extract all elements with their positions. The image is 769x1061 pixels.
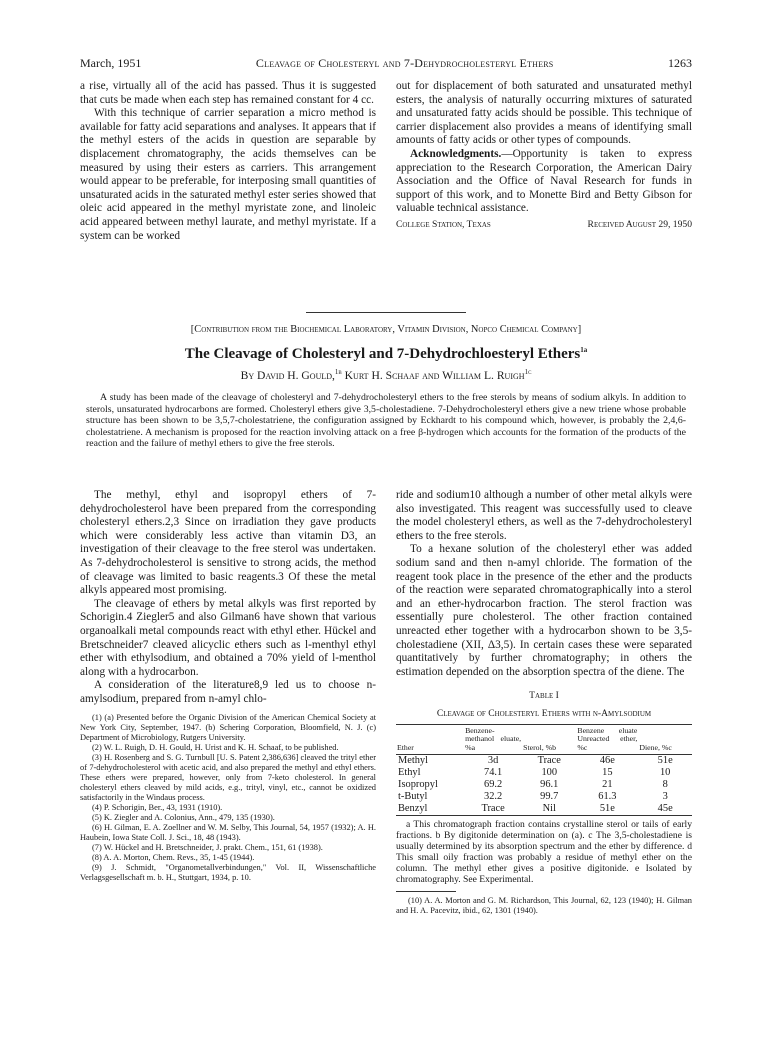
table-cell: 32.2: [484, 791, 503, 803]
table-caption: Table I: [529, 690, 559, 702]
table-cell: t-Butyl: [398, 791, 428, 803]
table-cell: 74.1: [484, 767, 503, 779]
abstract: A study has been made of the cleavage of cholesteryl and 7-dehydrocholesteryl ethers to the free sterols by means of sodium alkyls. In addition to sterols, unsaturated hydrocarbons are formed. Cholesteryl ethers give 3,5-cholestadiene. 7-Dehydrocholesteryl ethers give a new triene whose probable structure has been shown to be 3,5,7-cholestatriene, the configuration assigned by Eckhardt to his compound which, however, is probably the 2,4,6-cholestatriene. A mechanism is proposed for the reaction involving attack on a free β-hydrogen which accounts for the formation of the products of the reaction and the failure of methyl ethers to give the free sterols.: [86, 392, 686, 450]
results-table: [396, 724, 692, 817]
article-title: [80, 346, 692, 363]
table-cell: 21: [602, 779, 613, 791]
body-right-column: [396, 489, 692, 916]
received-date: Received August 29, 1950: [587, 218, 692, 230]
ack-heading: Acknowledgments.: [410, 147, 502, 160]
paragraph: To a hexane solution of the cholesteryl ether was added sodium sand and then n-amyl chloride. The formation of the reagent took place in the presence of the ether and the products of the reaction were separated chromatographically into a sterol and an ether-hydrocarbon fraction. The sterol fraction was essentially pure cholesterol. The other fraction contained unreacted ether together with a hydrocarbon shown to be 3,5-cholestadiene (XII, Δ3,5). In certain cases these were separated quantitatively by further chromatography; in others the estimation depended on the absorption spectra of the diene. The: [396, 543, 692, 678]
footnote: (9) J. Schmidt, "Organometallverbindungen," Vol. II, Wissenschaftliche Verlagsgesellschaft m. b. H., Stuttgart, 1934, p. 10.: [80, 862, 376, 882]
col-header: Sterol, %b: [522, 724, 576, 755]
col-header: Benzene-methanol eluate, %a: [464, 724, 522, 755]
header-title: Cleavage of Cholesteryl and 7-Dehydrocholesteryl Ethers: [255, 56, 554, 70]
table-cell: Methyl: [398, 755, 429, 767]
table-cell: 15: [602, 767, 613, 779]
author-schaaf-ruigh: Kurt H. Schaaf and William L. Ruigh: [341, 369, 525, 382]
footnote: (10) A. A. Morton and G. M. Richardson, This Journal, 62, 123 (1940); H. Gilman and H. A. Pacevitz, ibid., 62, 1301 (1940).: [396, 896, 692, 916]
title-footnote-mark: 1a: [580, 346, 588, 354]
table-cell: 46e: [599, 755, 615, 767]
paragraph: With this technique of carrier separation a micro method is available for fatty acid separations and analyses. It appears that if the methyl esters of the acids in question are separable by displacement chromatography, the acids themselves can be measured by using their esters as carriers. This arrangement would appear to be preferable, for interposing small quantities of unsaturated acids in the saturated methyl ester series showed that oleic acid appeared in the methyl myristate zone, and linoleic acid appeared between methyl laurate, and methyl myristate. If a system can be worked: [80, 107, 376, 242]
paragraph: A consideration of the literature8,9 led us to choose n-amylsodium, prepared from n-amyl chlo-: [80, 679, 376, 705]
footnotes: [396, 896, 692, 916]
table-cell: Ethyl: [398, 767, 421, 779]
author-gould: David H. Gould,: [257, 369, 335, 382]
ack-body: —Opportunity is taken to express appreciation to the Research Corporation, the American Dairy Association and the Office of Naval Research for funds in support of this work, and to Monette Bird and Betty Gibson for valuable technical assistance.: [396, 147, 692, 215]
prev-article-right-column: [396, 80, 692, 232]
footnote: (4) P. Schorigin, Ber., 43, 1931 (1910).: [92, 802, 223, 812]
paragraph: ride and sodium10 although a number of other metal alkyls were also investigated. This reagent was successfully used to cleave the model cholesteryl ethers, as well as the 7-dehydrocholesteryl ethers to the free sterols.: [396, 489, 692, 542]
footnote: (7) W. Hückel and H. Bretschneider, J. prakt. Chem., 151, 61 (1938).: [92, 842, 323, 852]
table-cell: Trace: [481, 803, 505, 815]
table-cell: Benzyl: [398, 803, 428, 815]
title-text: The Cleavage of Cholesteryl and 7-Dehydrochloesteryl Ethers: [184, 346, 581, 362]
footnote: (2) W. L. Ruigh, D. H. Gould, H. Urist and K. H. Schaaf, to be published.: [92, 742, 339, 752]
section-divider: [306, 312, 466, 313]
paragraph: a rise, virtually all of the acid has passed. Thus it is suggested that cuts be made when each step has remained constant for 4 cc.: [80, 80, 376, 106]
table-cell: 3d: [487, 755, 499, 767]
by-label: By: [240, 369, 258, 382]
col-header: Ether: [396, 724, 464, 755]
footnote: (3) H. Rosenberg and S. G. Turnbull [U. S. Patent 2,386,636] cleaved the trityl ether of 7-dehydrocholesterol with acetic acid, and also prepared the methyl and ethyl ethers. These ethers were prepared, however, only from 7-keto cholesterol. In general cholesteryl ethers cleaved by mild acids, e.g., trityl, vinyl, etc., cannot be oxidized satisfactorily in the Windaus process.: [80, 752, 376, 802]
signature-line: [396, 218, 692, 232]
table-cell: 45e: [657, 803, 673, 815]
prev-article-left-column: [80, 80, 376, 243]
table-cell: 51e: [657, 755, 673, 767]
footnote: (5) K. Ziegler and A. Colonius, Ann., 479, 135 (1930).: [92, 812, 275, 822]
table-cell: 10: [659, 767, 671, 779]
col-header: Benzene eluate Unreacted ether, %c: [576, 724, 638, 755]
author-footnote-mark: 1b: [334, 368, 342, 377]
paragraph: out for displacement of both saturated and unsaturated methyl esters, the analysis of naturally occurring mixtures of saturated and unsaturated fatty acids should be possible. This technique of carrier displacement also provides a means of identifying small amounts of fatty acids or other types of compounds.: [396, 80, 692, 147]
paragraph: The cleavage of ethers by metal alkyls was first reported by Schorigin.4 Ziegler5 and also Gilman6 have shown that various organoalkali metal compounds react with ethyl ether. Hückel and Bretschneider7 cleaved alicyclic ethers such as l-menthyl ethyl ether with ethylsodium, and obtained a 70% yield of l-menthol along with a hydrocarbon.: [80, 597, 376, 678]
footnote: (8) A. A. Morton, Chem. Revs., 35, 1-45 (1944).: [92, 852, 255, 862]
body-left-column: [80, 489, 376, 883]
table-cell: 100: [541, 767, 558, 779]
paragraph: The methyl, ethyl and isopropyl ethers of 7-dehydrocholesterol have been prepared from the corresponding cholesteryl ethers.2,3 Since on irradiation they gave products which were considerably less active than vitamin D3, an investigation of their cleavage to the free sterol was undertaken. As 7-dehydrocholesterol is sensitive to strong acids, the method of cleavage was limited to basic reagents.3 Of these the metal alkyls appeared most promising.: [80, 489, 376, 597]
col-header: Diene, %c: [638, 724, 692, 755]
author-footnote-mark: 1c: [524, 368, 532, 377]
table-cell: 99.7: [540, 791, 559, 803]
acknowledgments: [396, 148, 692, 216]
table-cell: Isopropyl: [398, 779, 438, 791]
footnote: (6) H. Gilman, E. A. Zoellner and W. M. Selby, This Journal, 54, 1957 (1932); A. H. Haubein, Iowa State Coll. J. Sci., 18, 48 (1943).: [80, 822, 376, 842]
page-number: 1263: [667, 56, 692, 70]
table-cell: Nil: [542, 803, 556, 815]
table-cell: 61.3: [598, 791, 617, 803]
table-row: [396, 767, 692, 779]
footnotes: [80, 713, 376, 883]
footnote: (1) (a) Presented before the Organic Division of the American Chemical Society at New York City, September, 1947. (b) Schering Corporation, Bloomfield, N. J. (c) Department of Microbiology, Rutgers University.: [80, 712, 376, 742]
table-cell: 96.1: [540, 779, 559, 791]
contribution-line: [Contribution from the Biochemical Laboratory, Vitamin Division, Nopco Chemical Company]: [190, 324, 582, 335]
running-header: [80, 56, 692, 71]
table-cell: 8: [662, 779, 668, 791]
table-cell: Trace: [537, 755, 561, 767]
table-header-row: [396, 724, 692, 755]
table-row: [396, 755, 692, 768]
table-row: [396, 803, 692, 816]
table-cell: 69.2: [484, 779, 503, 791]
table-cell: 3: [662, 791, 668, 803]
table-title: Cleavage of Cholesteryl Ethers with n-Amylsodium: [436, 707, 652, 719]
table-row: [396, 779, 692, 791]
table-cell: 51e: [599, 803, 615, 815]
table-notes: a This chromatograph fraction contains crystalline sterol or tails of early fractions. b By digitonide determination on (a). c The 3,5-cholestadiene is usually determined by its absorption spectrum and the ether by difference. d This small oily fraction was probably a residue of methyl ether on the column. The methyl ether gives a positive digitonide. e Isolated by chromatography. See Experimental.: [396, 819, 692, 886]
authors: [80, 369, 692, 382]
location: College Station, Texas: [396, 218, 491, 230]
footnote-rule: [396, 891, 456, 892]
header-date: March, 1951: [80, 56, 142, 70]
table-row: [396, 791, 692, 803]
